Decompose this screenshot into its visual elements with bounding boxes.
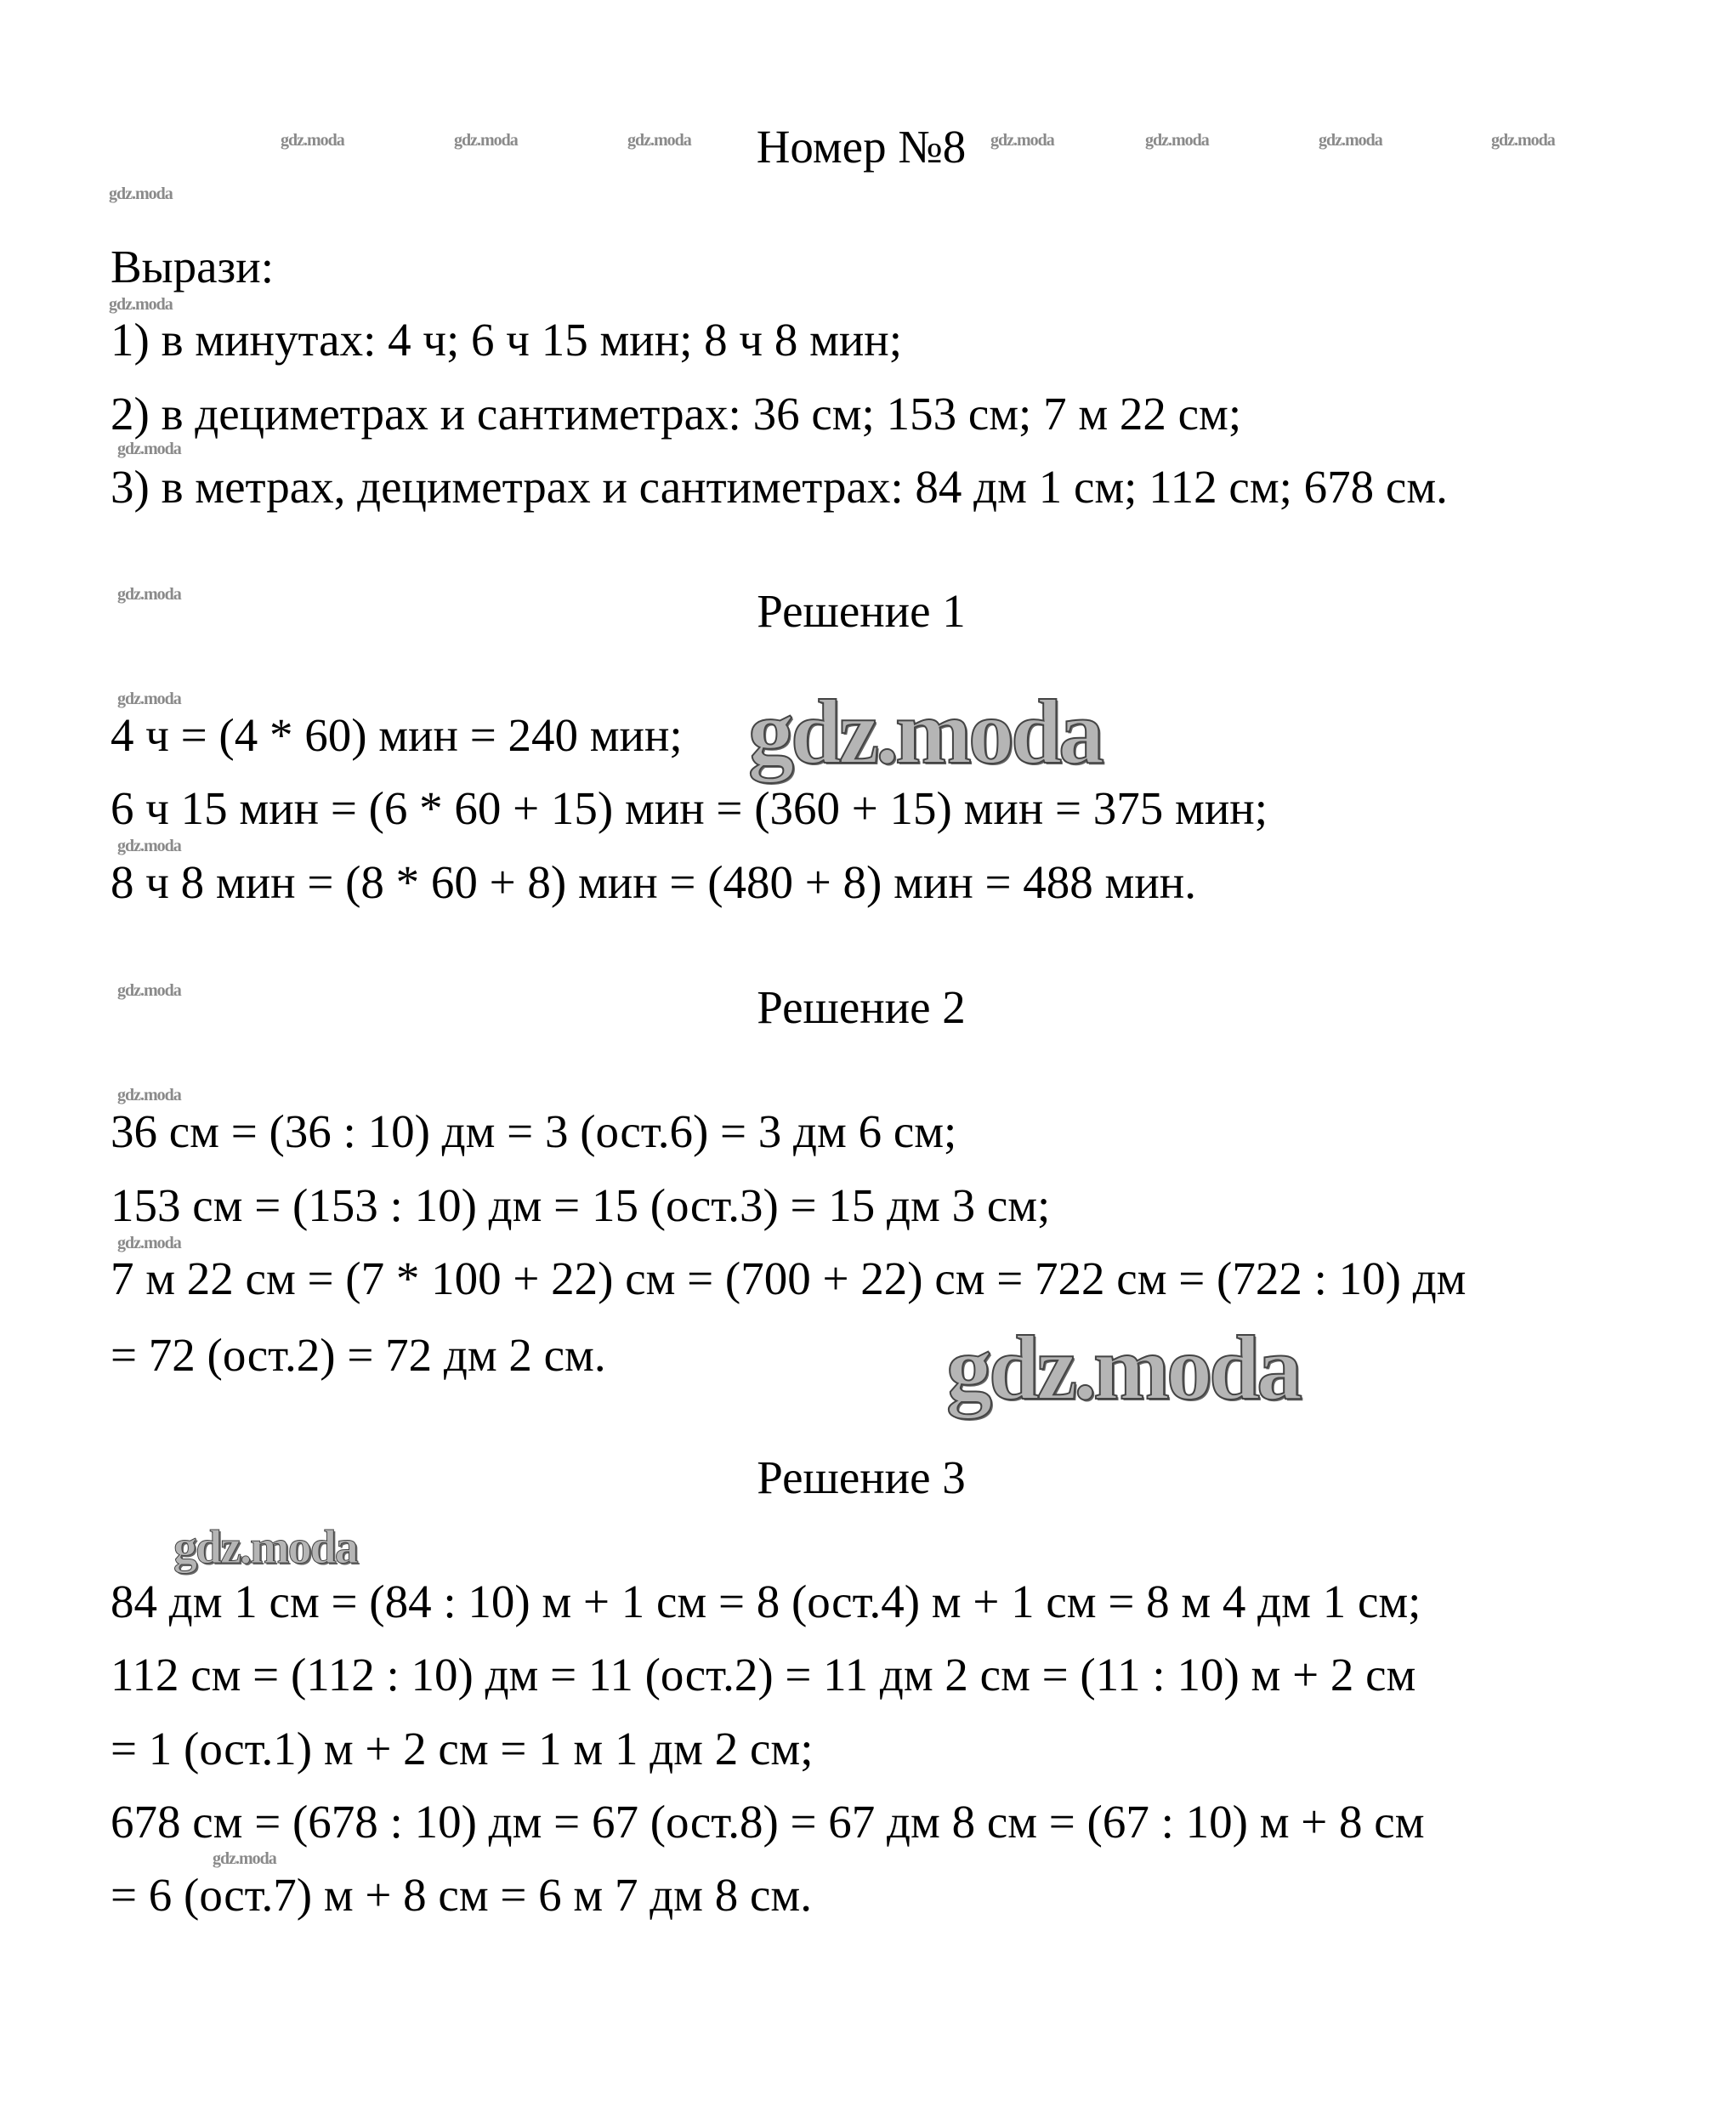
solution-line: = 72 (ост.2) = 72 дм 2 см. [111,1329,606,1381]
watermark: gdz.moda [117,1086,181,1104]
watermark-large: gdz.moda [173,1521,357,1574]
watermark: gdz.moda [1145,131,1209,150]
solution-line: 36 см = (36 : 10) дм = 3 (ост.6) = 3 дм 6 см; [111,1105,957,1157]
watermark: gdz.moda [109,185,173,203]
watermark: gdz.moda [990,131,1054,150]
watermark: gdz.moda [117,585,181,604]
solution-line: 153 см = (153 : 10) дм = 15 (ост.3) = 15 дм 3 см; [111,1179,1051,1231]
watermark: gdz.moda [627,131,691,150]
solution-line: 112 см = (112 : 10) дм = 11 (ост.2) = 11 дм 2 см = (11 : 10) м + 2 см [111,1649,1416,1701]
watermark: gdz.moda [117,981,181,1000]
solution-heading: Решение 3 [757,1451,966,1503]
watermark: gdz.moda [1491,131,1555,150]
solution-heading: Решение 2 [757,981,966,1033]
solution-line: 84 дм 1 см = (84 : 10) м + 1 см = 8 (ост.4) м + 1 см = 8 м 4 дм 1 см; [111,1576,1421,1627]
watermark: gdz.moda [213,1849,276,1868]
watermark: gdz.moda [454,131,518,150]
watermark: gdz.moda [117,1234,181,1252]
solution-line: = 1 (ост.1) м + 2 см = 1 м 1 дм 2 см; [111,1723,814,1774]
watermark-large: gdz.moda [748,682,1102,783]
watermark: gdz.moda [109,295,173,314]
watermark: gdz.moda [117,837,181,855]
solution-line: 4 ч = (4 * 60) мин = 240 мин; [111,709,683,761]
task-intro: Вырази: [111,241,274,292]
task-item: 2) в дециметрах и сантиметрах: 36 см; 153 см; 7 м 22 см; [111,388,1242,440]
watermark: gdz.moda [281,131,344,150]
task-item: 3) в метрах, дециметрах и сантиметрах: 84 дм 1 см; 112 см; 678 см. [111,461,1448,513]
solution-line: 6 ч 15 мин = (6 * 60 + 15) мин = (360 + 15) мин = 375 мин; [111,782,1268,834]
watermark: gdz.moda [117,440,181,458]
solution-line: = 6 (ост.7) м + 8 см = 6 м 7 дм 8 см. [111,1869,812,1921]
watermark-large: gdz.moda [946,1318,1300,1419]
solution-heading: Решение 1 [757,585,966,637]
solution-line: 8 ч 8 мин = (8 * 60 + 8) мин = (480 + 8) мин = 488 мин. [111,856,1196,908]
watermark: gdz.moda [117,690,181,708]
watermark: gdz.moda [1319,131,1382,150]
page-title: Номер №8 [756,121,967,173]
task-item: 1) в минутах: 4 ч; 6 ч 15 мин; 8 ч 8 мин; [111,314,903,366]
solution-line: 7 м 22 см = (7 * 100 + 22) см = (700 + 22) см = 722 см = (722 : 10) дм [111,1252,1467,1304]
solution-line: 678 см = (678 : 10) дм = 67 (ост.8) = 67 дм 8 см = (67 : 10) м + 8 см [111,1796,1425,1848]
